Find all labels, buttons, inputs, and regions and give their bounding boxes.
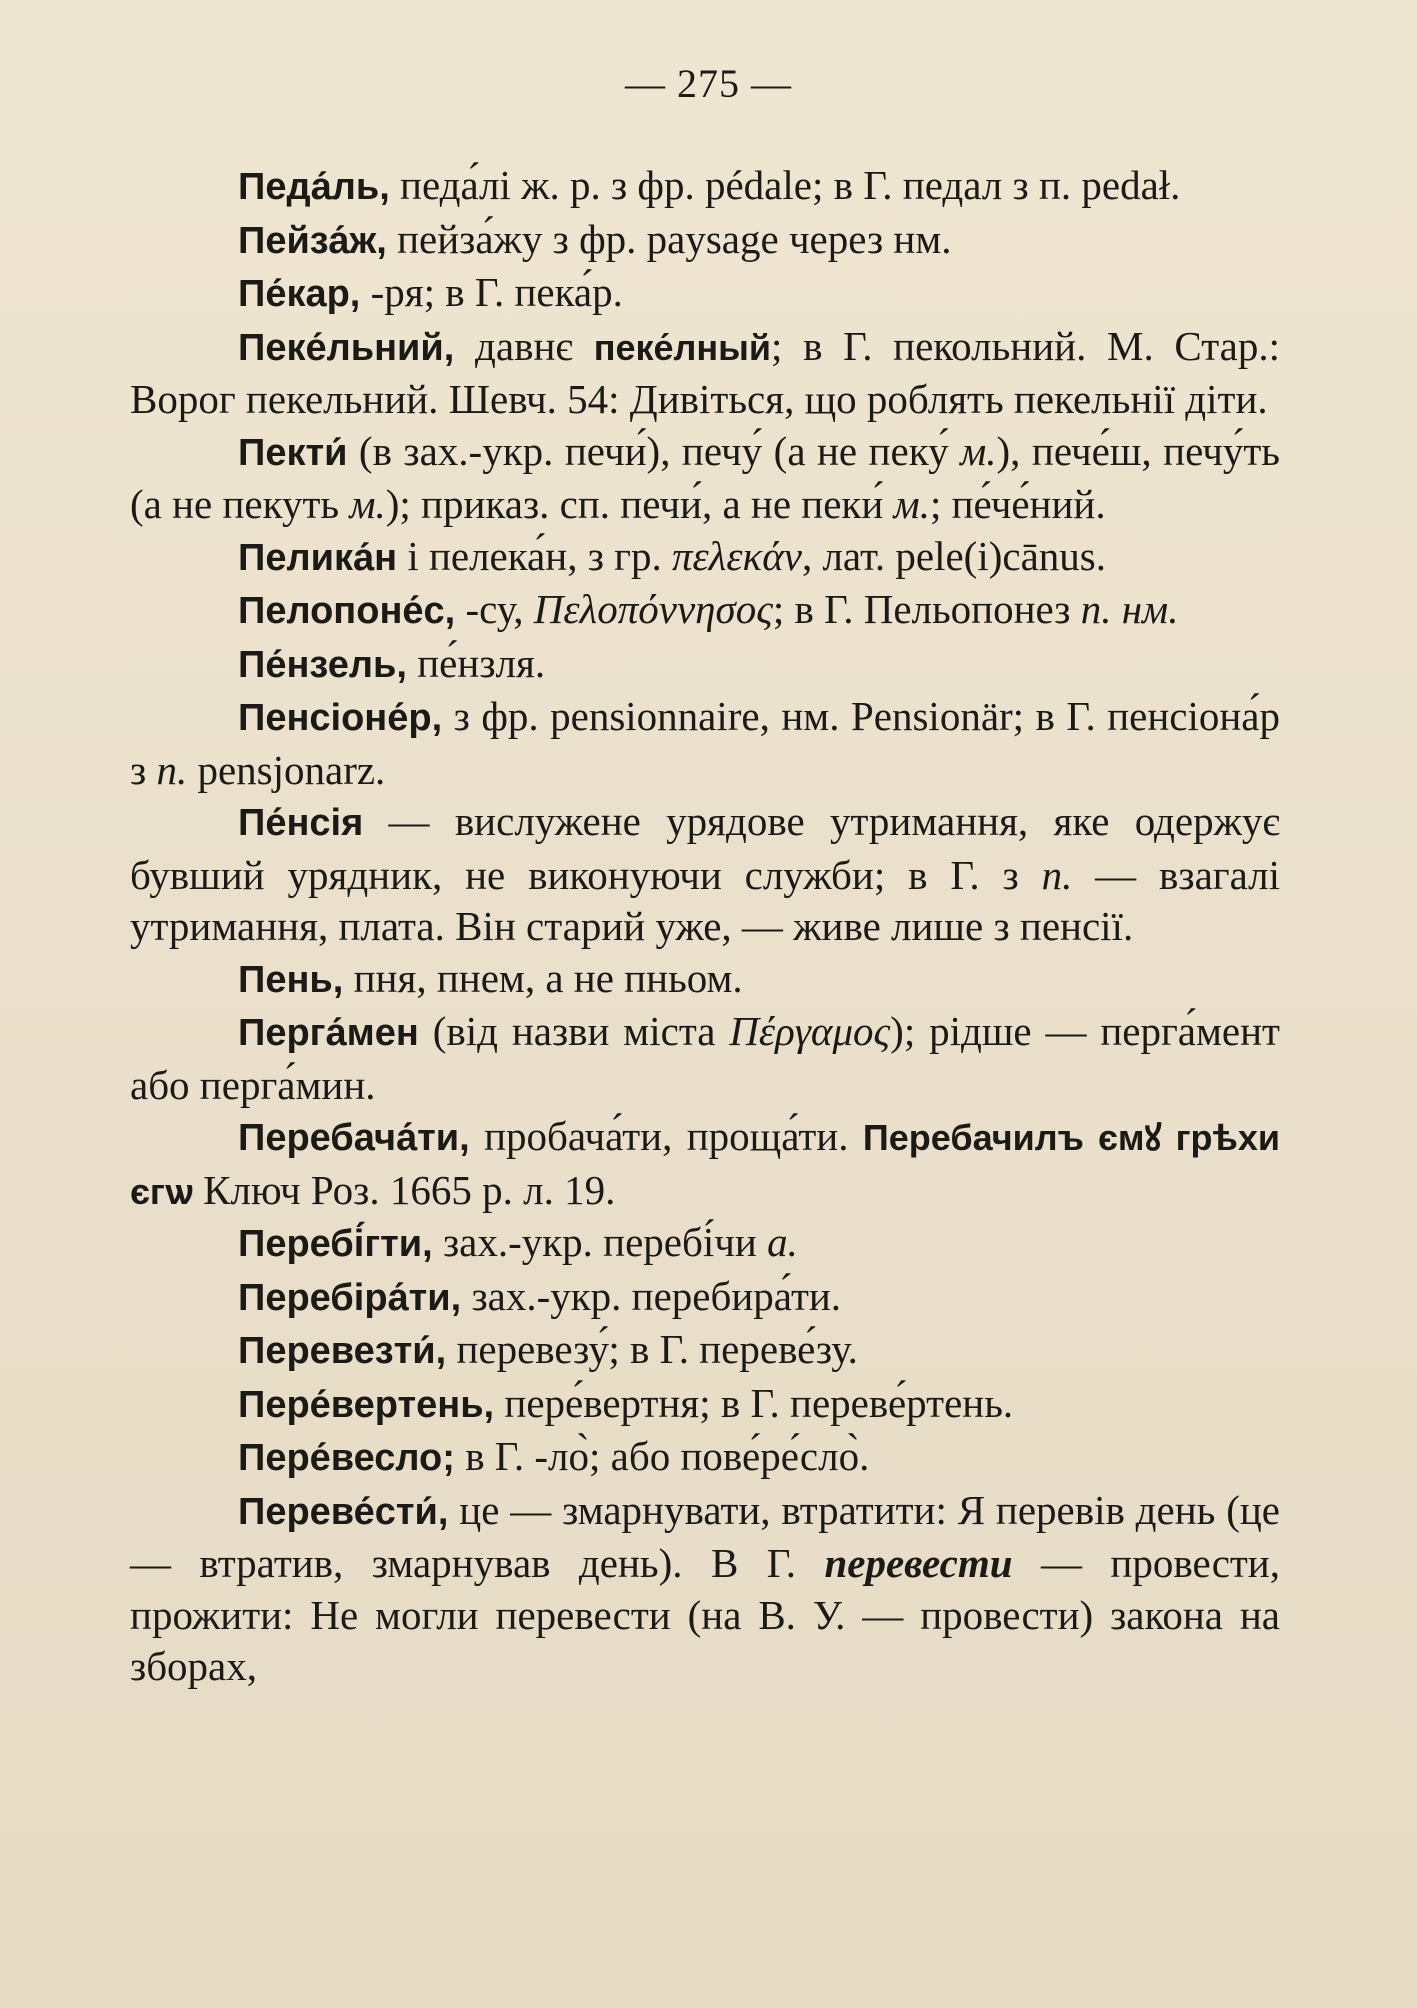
entry-text: пробача́ти, проща́ти. bbox=[469, 1113, 863, 1159]
old-form-sample: пеке́лный bbox=[593, 326, 771, 368]
usage-mark: м. bbox=[960, 427, 997, 474]
dictionary-entry bbox=[130, 1006, 1280, 1111]
old-slavonic-quote: Перебачилъ ємꙋ грѣхи єгѡ bbox=[130, 1117, 1280, 1212]
entry-text: ; в Г. Пельопонез bbox=[772, 586, 1081, 632]
dictionary-entry bbox=[130, 426, 1280, 531]
greek-word: Πέργαμος bbox=[729, 1008, 891, 1054]
entry-text: пейза́жу з фр. paysage через нм. bbox=[386, 215, 952, 262]
entry-text: зах.-укр. перебира́ти. bbox=[461, 1272, 842, 1319]
entry-headword: Пере́вертень, bbox=[238, 1383, 495, 1426]
usage-mark: п. нм. bbox=[1080, 586, 1179, 632]
dictionary-entry bbox=[130, 691, 1280, 796]
dictionary-entry bbox=[130, 1485, 1280, 1693]
entry-text: , лат. pele(i)cānus. bbox=[801, 532, 1106, 579]
dictionary-entry bbox=[130, 321, 1280, 426]
entry-headword: Пелопоне́с, bbox=[238, 590, 456, 632]
entry-headword: Пейза́ж, bbox=[238, 219, 387, 262]
entry-text: це — змарнувати, втратити: Я перевів день (це — втратив, змарнував день). В Г. bbox=[130, 1486, 1280, 1586]
entry-text: зах.-укр. перебі́чи bbox=[432, 1219, 768, 1265]
dictionary-entry bbox=[130, 160, 1280, 214]
entry-headword: Пекти́ bbox=[238, 431, 348, 474]
entry-headword: Пеке́льний, bbox=[238, 326, 455, 369]
entry-headword: Пе́кар, bbox=[238, 273, 361, 315]
dictionary-entry bbox=[130, 214, 1280, 268]
dictionary-entry bbox=[130, 1431, 1280, 1485]
usage-mark: м. bbox=[349, 481, 386, 527]
dictionary-entries bbox=[130, 160, 1280, 1693]
entry-headword: Перевезти́, bbox=[238, 1330, 447, 1372]
emphasized-word: перевести bbox=[824, 1540, 1013, 1586]
entry-headword: Пелика́н bbox=[238, 536, 398, 579]
dictionary-entry bbox=[130, 1271, 1280, 1325]
entry-text: pensjonarz. bbox=[187, 746, 386, 793]
greek-word: Πελοπόννησος bbox=[533, 586, 773, 632]
entry-headword: Перебі́гти, bbox=[238, 1223, 433, 1265]
entry-text: Ключ Роз. 1665 р. л. 19. bbox=[192, 1166, 616, 1213]
entry-text: педа́лі ж. р. з фр. pédale; в Г. педал з п. pedał. bbox=[389, 162, 1181, 208]
dictionary-entry bbox=[130, 1324, 1280, 1378]
entry-headword: Пе́нсія bbox=[238, 802, 364, 844]
usage-mark: м. bbox=[893, 481, 930, 527]
entry-text: — вислужене урядове утримання, яке одержує бувший урядник, не виконуючи служби; в Г. з bbox=[130, 798, 1280, 898]
dictionary-entry bbox=[130, 1217, 1280, 1271]
entry-text: — взагалі утримання, плата. Він старий уже, — живе лише з пенсії. bbox=[130, 851, 1280, 949]
dictionary-entry bbox=[130, 1378, 1280, 1432]
usage-mark: п. bbox=[156, 746, 188, 793]
dictionary-entry bbox=[130, 1111, 1280, 1217]
usage-mark: п. bbox=[1041, 851, 1073, 898]
entry-text: ; в Г. пекольний. М. Стар.: Ворог пекельний. Шевч. 54: Дивіться, що роблять пекельнії діти. bbox=[130, 322, 1280, 422]
dictionary-entry bbox=[130, 953, 1280, 1007]
entry-text: ; пе́че́ний. bbox=[929, 481, 1106, 527]
greek-word: πελεκάν bbox=[671, 532, 802, 579]
entry-headword: Пенсіоне́р, bbox=[238, 697, 443, 739]
entry-text: -ря; в Г. пека́р. bbox=[360, 269, 623, 315]
entry-text: перевезу́; в Г. переве́зу. bbox=[446, 1326, 858, 1372]
dictionary-entry bbox=[130, 796, 1280, 953]
entry-text: -су, bbox=[455, 586, 534, 632]
page-number: — 275 — bbox=[625, 61, 792, 106]
entry-text: — провести, прожити: Не могли перевести (на В. У. — провести) закона на зборах, bbox=[130, 1540, 1280, 1689]
entry-headword: Переве́сти́, bbox=[238, 1490, 449, 1533]
entry-text: (в зах.-укр. печи́), печу́ (а не пеку́ bbox=[347, 427, 961, 474]
dictionary-entry bbox=[130, 584, 1280, 638]
entry-headword: Перебача́ти, bbox=[238, 1117, 470, 1159]
entry-text: і пелека́н, з гр. bbox=[397, 532, 672, 579]
entry-text: ); приказ. сп. печи́, а не пеки́ bbox=[385, 481, 894, 527]
entry-text: в Г. -ло̀; або пове́ре́сло̀. bbox=[454, 1433, 870, 1479]
dictionary-entry bbox=[130, 531, 1280, 585]
entry-headword: Педа́ль, bbox=[238, 166, 390, 208]
entry-headword: Перга́мен bbox=[238, 1012, 419, 1054]
entry-text: пе́нзля. bbox=[406, 639, 546, 686]
entry-text: ), пече́ш, печу́ть (а не пекуть bbox=[130, 427, 1280, 527]
dictionary-entry bbox=[130, 267, 1280, 321]
dictionary-entry bbox=[130, 638, 1280, 692]
entry-text: (від назви міста bbox=[418, 1008, 730, 1054]
usage-mark: а. bbox=[767, 1219, 798, 1265]
entry-headword: Пере́весло; bbox=[238, 1437, 455, 1479]
entry-text: пере́вертня; в Г. переве́ртень. bbox=[494, 1379, 1014, 1426]
entry-headword: Пень, bbox=[238, 958, 344, 1001]
entry-headword: Пе́нзель, bbox=[238, 643, 407, 686]
entry-text: давнє bbox=[454, 322, 594, 369]
entry-text: ); рідше — перга́мент або перга́мин. bbox=[130, 1008, 1280, 1108]
entry-text: пня, пнем, а не пньом. bbox=[343, 954, 743, 1001]
entry-text: з фр. pensionnaire, нм. Pensionär; в Г. пенсіона́р з bbox=[130, 693, 1280, 793]
entry-headword: Перебіра́ти, bbox=[238, 1276, 462, 1319]
